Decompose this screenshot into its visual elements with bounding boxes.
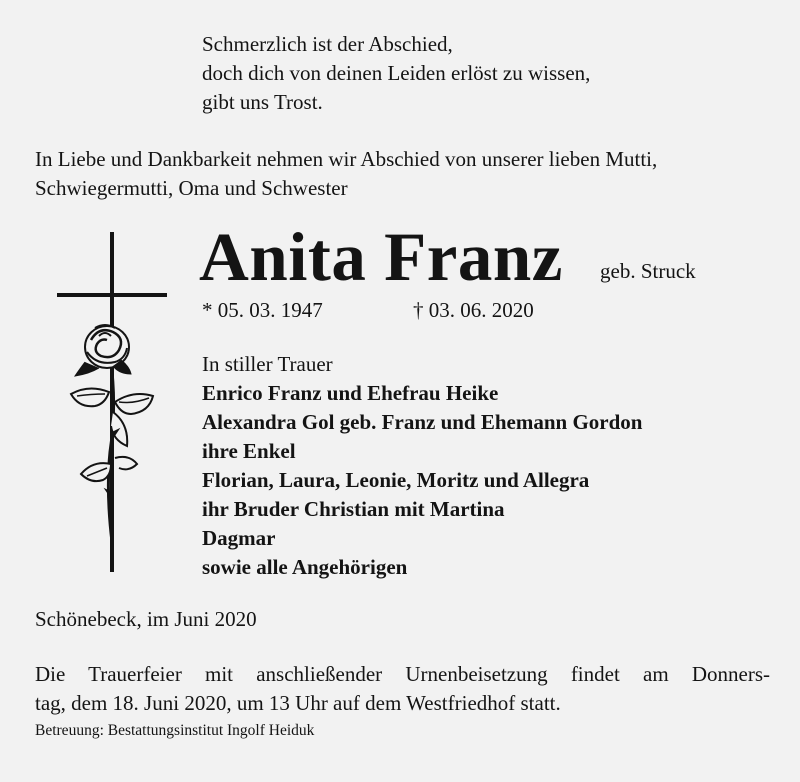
poem: [202, 30, 590, 117]
place-date: Schönebeck, im Juni 2020: [35, 607, 257, 631]
funeral-home-credit: Betreuung: Bestattungsinstitut Ingolf Heiduk: [35, 722, 315, 739]
mourner-line: Alexandra Gol geb. Franz und Ehemann Gordon: [202, 410, 643, 434]
funeral-line: Die Trauerfeier mit anschließender Urnenbeisetzung findet am Donners-: [35, 662, 770, 686]
poem-line: gibt uns Trost.: [202, 90, 323, 114]
mourner-line: Dagmar: [202, 526, 276, 550]
mourner-line: Florian, Laura, Leonie, Moritz und Allegra: [202, 468, 590, 492]
mourner-line: Enrico Franz und Ehefrau Heike: [202, 381, 499, 405]
poem-line: doch dich von deinen Leiden erlöst zu wissen,: [202, 61, 591, 85]
funeral-line: tag, dem 18. Juni 2020, um 13 Uhr auf dem Westfriedhof statt.: [35, 691, 561, 715]
mourners-list: [202, 350, 642, 582]
intro-text: [35, 145, 775, 203]
poem-line: Schmerzlich ist der Abschied,: [202, 32, 453, 56]
maiden-name: geb. Struck: [600, 259, 696, 283]
mourner-line: sowie alle Angehörigen: [202, 555, 408, 579]
funeral-info: [35, 660, 770, 718]
mourner-line: ihre Enkel: [202, 439, 296, 463]
mourners-heading: In stiller Trauer: [202, 352, 333, 376]
intro-line: Schwiegermutti, Oma und Schwester: [35, 176, 348, 200]
intro-line: In Liebe und Dankbarkeit nehmen wir Abschied von unserer lieben Mutti,: [35, 147, 658, 171]
mourner-line: ihr Bruder Christian mit Martina: [202, 497, 505, 521]
cross-with-rose-icon: [55, 232, 170, 572]
birth-date: * 05. 03. 1947: [202, 298, 323, 322]
deceased-name: Anita Franz: [199, 219, 563, 295]
death-date: † 03. 06. 2020: [413, 298, 534, 322]
